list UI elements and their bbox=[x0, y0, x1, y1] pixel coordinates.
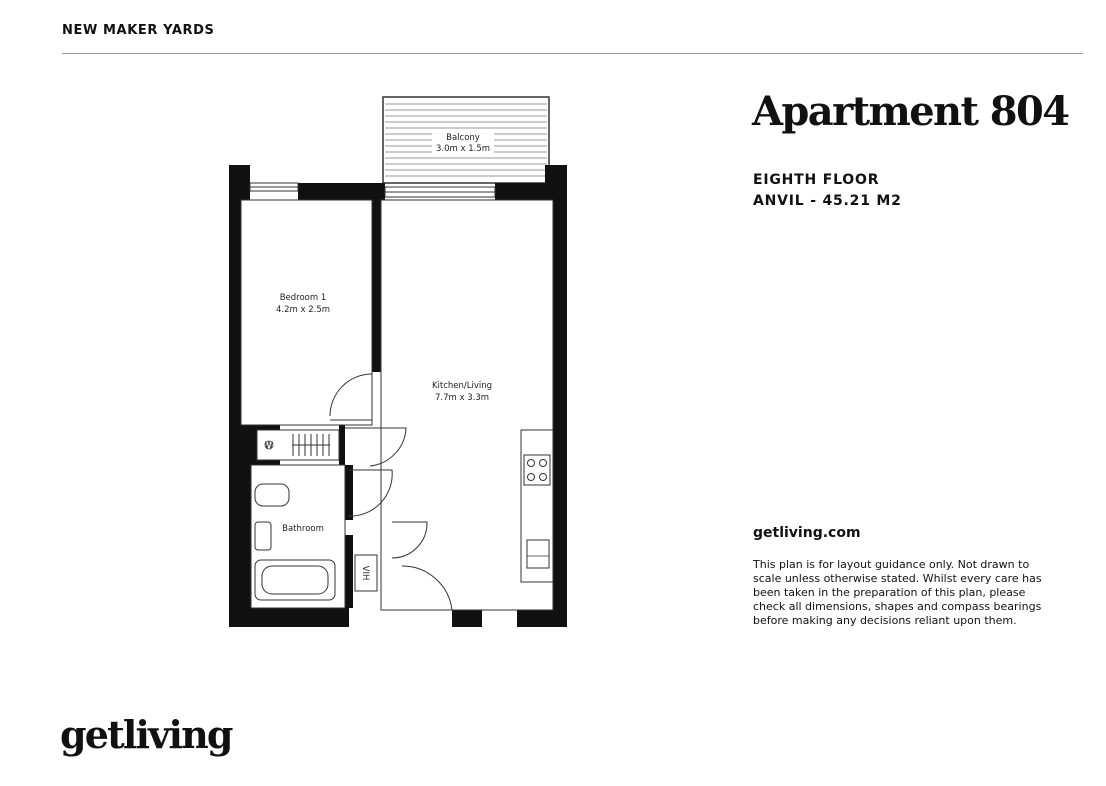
balcony bbox=[383, 97, 549, 183]
apartment-title: Apartment 804 bbox=[752, 88, 1069, 135]
washer-label: W bbox=[264, 441, 274, 451]
balcony-label: Balcony bbox=[446, 133, 480, 143]
kitchen-counter bbox=[521, 430, 553, 582]
toilet-icon bbox=[255, 484, 289, 506]
area-label: ANVIL - 45.21 M2 bbox=[753, 193, 902, 209]
living-label: Kitchen/Living bbox=[431, 381, 493, 391]
kitchen-sink-icon bbox=[527, 540, 549, 568]
bathroom-label: Bathroom bbox=[282, 524, 324, 534]
sink-icon bbox=[255, 522, 271, 550]
getliving-logo: getliving bbox=[60, 712, 232, 757]
balcony-size: 3.0m x 1.5m bbox=[435, 144, 491, 154]
vih-label: VIH bbox=[360, 565, 370, 581]
development-name: NEW MAKER YARDS bbox=[62, 23, 215, 38]
vih-cupboard bbox=[355, 555, 377, 591]
bedroom-size: 4.2m x 2.5m bbox=[275, 305, 331, 315]
website-link[interactable]: getliving.com bbox=[753, 525, 861, 541]
living-size: 7.7m x 3.3m bbox=[434, 393, 490, 403]
floor-label: EIGHTH FLOOR bbox=[753, 172, 880, 188]
bedroom-label: Bedroom 1 bbox=[279, 293, 327, 303]
utility-strip bbox=[257, 430, 339, 460]
disclaimer-text: This plan is for layout guidance only. Not drawn to scale unless otherwise stated. Whilst every care has been taken in the preparation of this plan, please check all dimensions, shapes and compass bearings before making any decisions reliant upon them. bbox=[753, 558, 1042, 627]
hob-icon bbox=[524, 455, 550, 485]
